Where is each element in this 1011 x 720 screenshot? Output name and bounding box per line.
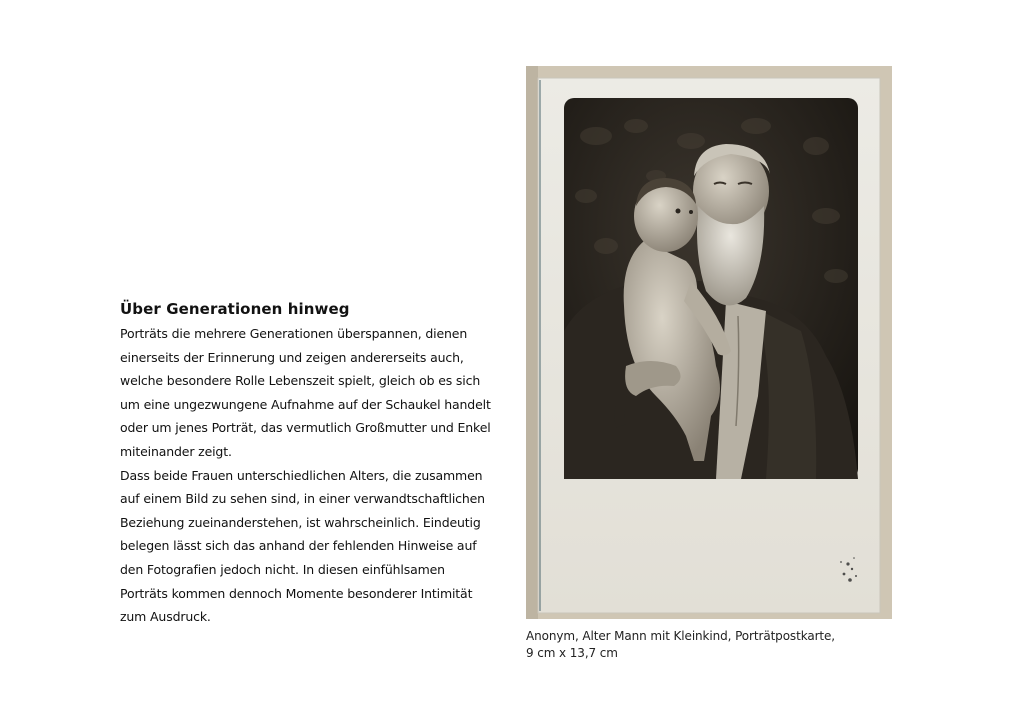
article-paragraph-1: [120, 322, 495, 464]
text-line: Dass beide Frauen unterschiedlichen Alters, die zusammen: [120, 467, 483, 483]
article-heading: Über Generationen hinweg: [120, 300, 350, 318]
text-line: zum Ausdruck.: [120, 609, 211, 625]
text-line: den Fotografien jedoch nicht. In diesen einfühlsamen: [120, 561, 445, 577]
text-line: Beziehung zueinanderstehen, ist wahrscheinlich. Eindeutig: [120, 514, 481, 530]
text-line: oder um jenes Porträt, das vermutlich Großmutter und Enkel: [120, 420, 491, 436]
text-line: welche besondere Rolle Lebenszeit spielt, gleich ob es sich: [120, 373, 481, 389]
postcard-image: [526, 66, 892, 619]
text-line: einerseits der Erinnerung und zeigen andererseits auch,: [120, 349, 464, 365]
article-text: [120, 300, 495, 629]
text-line: um eine ungezwungene Aufnahme auf der Schaukel handelt: [120, 396, 491, 412]
article-paragraph-2: [120, 464, 495, 629]
text-line: belegen lässt sich das anhand der fehlenden Hinweise auf: [120, 538, 477, 554]
figure-caption: [526, 628, 906, 662]
text-line: Porträts kommen dennoch Momente besonderer Intimität: [120, 585, 473, 601]
text-line: Porträts die mehrere Generationen überspannen, dienen: [120, 326, 468, 341]
caption-line: Anonym, Alter Mann mit Kleinkind, Porträtpostkarte,: [526, 629, 836, 643]
caption-line: 9 cm x 13,7 cm: [526, 646, 618, 660]
text-line: auf einem Bild zu sehen sind, in einer verwandtschaftlichen: [120, 491, 485, 507]
text-line: miteinander zeigt.: [120, 443, 232, 459]
postcard-photo: [526, 66, 892, 619]
